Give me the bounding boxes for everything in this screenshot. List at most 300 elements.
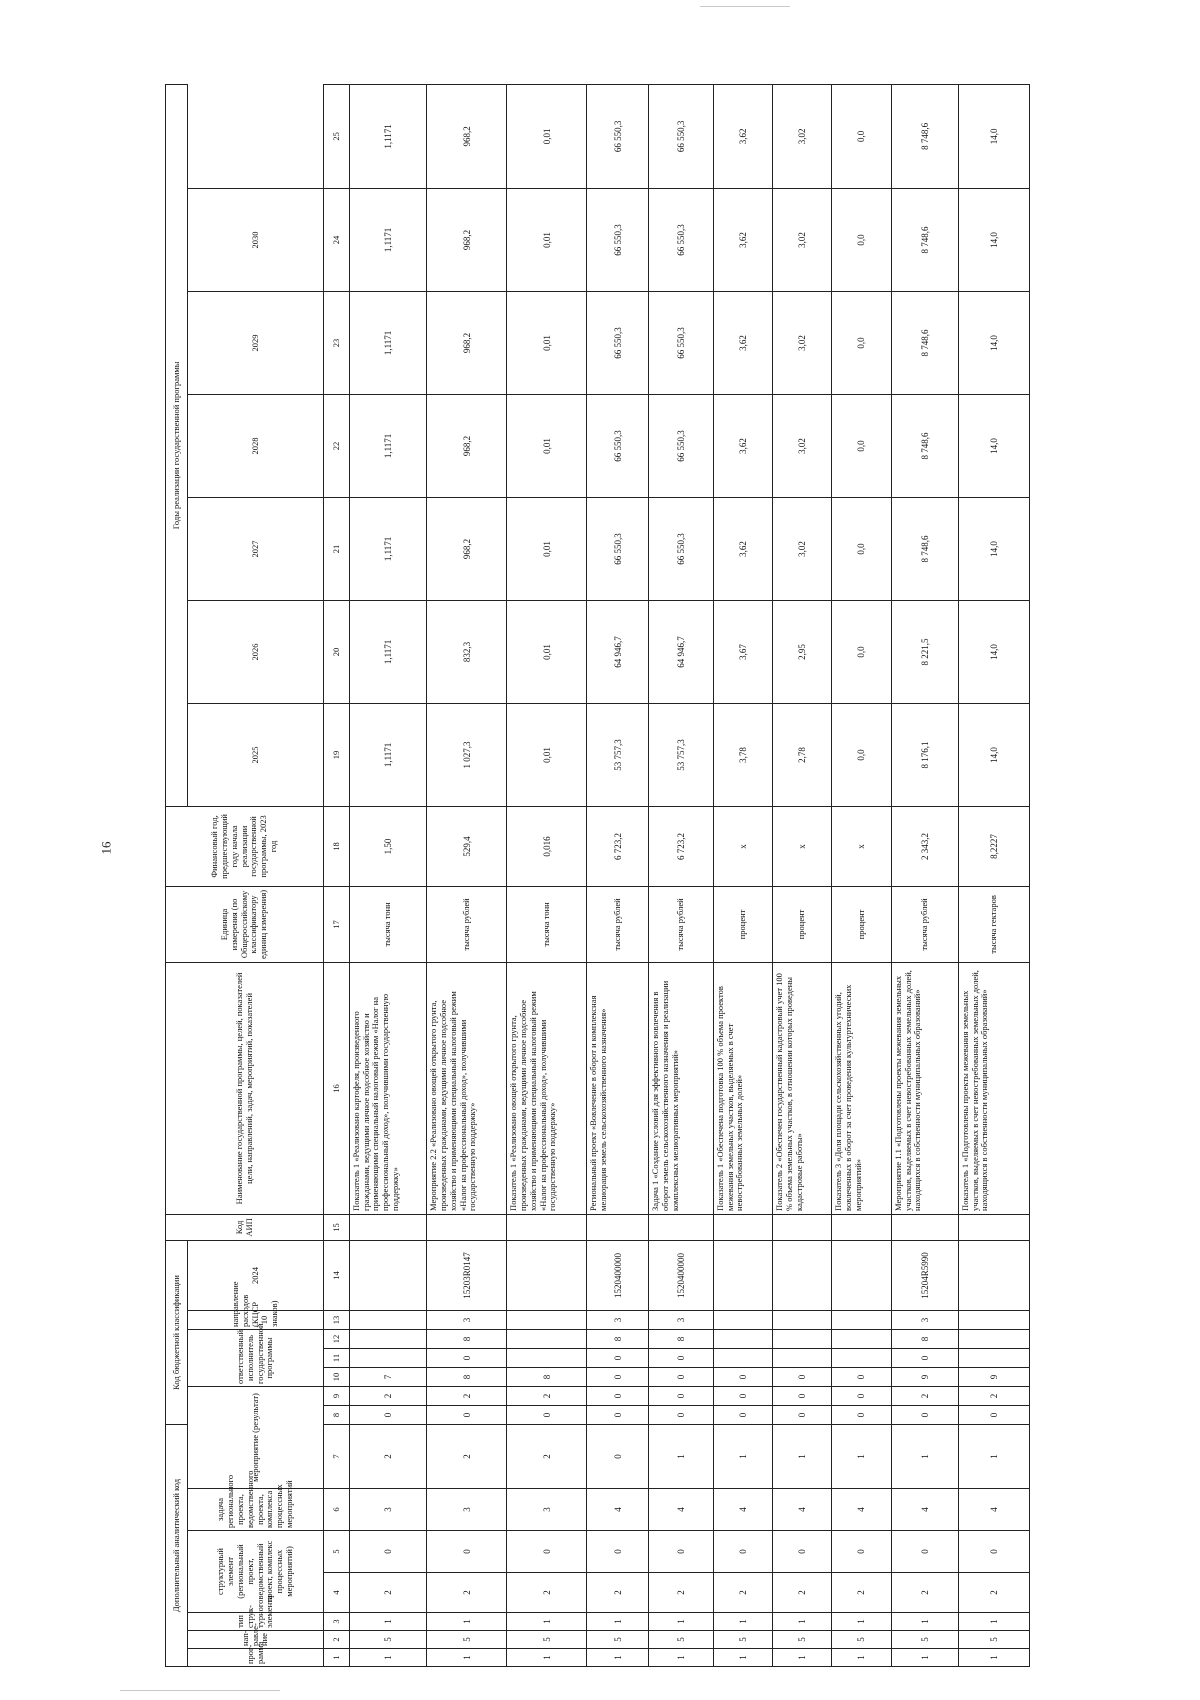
header-year: 2030 bbox=[188, 188, 324, 291]
code-cell-10: 0 bbox=[832, 1368, 891, 1387]
code-cell-5: 0 bbox=[649, 1531, 714, 1573]
code-cell-3: 1 bbox=[507, 1613, 587, 1631]
column-number: 8 bbox=[324, 1406, 350, 1425]
code-cell-13 bbox=[349, 1311, 426, 1330]
code-cell-10: 8 bbox=[507, 1368, 587, 1387]
column-number: 4 bbox=[324, 1573, 350, 1613]
code-cell-1: 1 bbox=[832, 1649, 891, 1667]
row-year-value: 3,62 bbox=[713, 291, 772, 394]
row-year-value: 8 221,5 bbox=[891, 600, 958, 703]
code-cell-10: 9 bbox=[891, 1368, 958, 1387]
code-cell-12: 8 bbox=[891, 1330, 958, 1349]
row-unit: тысяча тонн bbox=[507, 886, 587, 962]
row-year-value: 0,0 bbox=[832, 497, 891, 600]
code-cell-8: 0 bbox=[713, 1406, 772, 1425]
code-cell-2: 5 bbox=[427, 1631, 507, 1649]
code-cell-11 bbox=[958, 1349, 1029, 1368]
code-cell-15 bbox=[427, 1214, 507, 1240]
code-cell-12: 8 bbox=[649, 1330, 714, 1349]
column-number: 10 bbox=[324, 1368, 350, 1387]
code-cell-4: 2 bbox=[832, 1573, 891, 1613]
row-fin-year-value: x bbox=[773, 806, 832, 886]
header-year: 2024 bbox=[188, 1240, 324, 1310]
row-unit: тысяча гектаров bbox=[958, 886, 1029, 962]
row-year-value: 0,0 bbox=[832, 394, 891, 497]
code-cell-11 bbox=[832, 1349, 891, 1368]
code-cell-9: 0 bbox=[773, 1387, 832, 1406]
row-year-value: 64 946,7 bbox=[649, 600, 714, 703]
table-row bbox=[891, 84, 958, 1666]
code-cell-11 bbox=[773, 1349, 832, 1368]
header-program: прог-рамма bbox=[188, 1649, 324, 1667]
code-cell-9: 2 bbox=[891, 1387, 958, 1406]
code-cell-6: 4 bbox=[891, 1489, 958, 1531]
column-number: 25 bbox=[324, 84, 350, 188]
row-year-value: 14,0 bbox=[958, 394, 1029, 497]
code-cell-12 bbox=[958, 1330, 1029, 1349]
row-fin-year-value: 8,2227 bbox=[958, 806, 1029, 886]
code-cell-8: 0 bbox=[349, 1406, 426, 1425]
row-year-value: 8 748,6 bbox=[891, 188, 958, 291]
code-cell-6: 4 bbox=[773, 1489, 832, 1531]
table-row bbox=[427, 84, 507, 1666]
code-cell-7: 1 bbox=[891, 1425, 958, 1489]
code-cell-4: 2 bbox=[891, 1573, 958, 1613]
table-row bbox=[773, 84, 832, 1666]
row-name: Показатель 1 «Реализовано овощей открытого грунта, произведенных гражданами, ведущими личное подсобное хозяйство и применяющими специальный налоговый режим «Налог на профессиональный доход», получившими государственную поддержку» bbox=[507, 962, 587, 1214]
code-cell-13 bbox=[958, 1311, 1029, 1330]
code-cell-3: 1 bbox=[773, 1613, 832, 1631]
row-year-value: 3,67 bbox=[713, 600, 772, 703]
row-year-value: 968,2 bbox=[427, 394, 507, 497]
column-number: 23 bbox=[324, 291, 350, 394]
row-year-value: 0,01 bbox=[507, 84, 587, 188]
code-cell-4: 2 bbox=[773, 1573, 832, 1613]
header-year: 2029 bbox=[188, 291, 324, 394]
row-fin-year-value: 6 723,2 bbox=[649, 806, 714, 886]
code-cell-12 bbox=[713, 1330, 772, 1349]
row-name: Мероприятие 2.2 «Реализовано овощей открытого грунта, произведенных гражданами, ведущими личное подсобное хозяйство и применяющими специальный налоговый режим «Налог на профессиональный доход», получившими государственную поддержку» bbox=[427, 962, 507, 1214]
code-cell-9: 2 bbox=[507, 1387, 587, 1406]
code-cell-3: 1 bbox=[958, 1613, 1029, 1631]
code-cell-2: 5 bbox=[349, 1631, 426, 1649]
code-cell-7: 1 bbox=[832, 1425, 891, 1489]
column-number: 11 bbox=[324, 1349, 350, 1368]
code-cell-15 bbox=[507, 1214, 587, 1240]
code-cell-8: 0 bbox=[891, 1406, 958, 1425]
code-cell-9: 0 bbox=[713, 1387, 772, 1406]
code-cell-5: 0 bbox=[587, 1531, 649, 1573]
code-cell-4: 2 bbox=[713, 1573, 772, 1613]
code-cell-6: 3 bbox=[427, 1489, 507, 1531]
row-year-value: 3,62 bbox=[713, 497, 772, 600]
row-year-value: 0,01 bbox=[507, 394, 587, 497]
column-number: 7 bbox=[324, 1425, 350, 1489]
row-year-value: 14,0 bbox=[958, 291, 1029, 394]
code-cell-12 bbox=[507, 1330, 587, 1349]
code-cell-4: 2 bbox=[649, 1573, 714, 1613]
code-cell-7: 0 bbox=[587, 1425, 649, 1489]
code-cell-15 bbox=[713, 1214, 772, 1240]
column-numbers-row bbox=[324, 84, 350, 1666]
page-number: 16 bbox=[98, 841, 114, 855]
code-cell-11 bbox=[507, 1349, 587, 1368]
code-cell-14 bbox=[958, 1240, 1029, 1310]
scan-mark bbox=[700, 6, 790, 7]
row-year-value: 8 748,6 bbox=[891, 291, 958, 394]
row-year-value: 0,01 bbox=[507, 188, 587, 291]
row-fin-year-value: 529,4 bbox=[427, 806, 507, 886]
row-unit: процент bbox=[773, 886, 832, 962]
code-cell-7: 2 bbox=[349, 1425, 426, 1489]
code-cell-10: 0 bbox=[773, 1368, 832, 1387]
code-cell-7: 2 bbox=[507, 1425, 587, 1489]
row-year-value: 0,0 bbox=[832, 703, 891, 806]
row-year-value: 53 757,3 bbox=[649, 703, 714, 806]
column-number: 13 bbox=[324, 1311, 350, 1330]
row-year-value: 1,1171 bbox=[349, 84, 426, 188]
code-cell-3: 1 bbox=[832, 1613, 891, 1631]
row-year-value: 66 550,3 bbox=[587, 291, 649, 394]
header-fin-year: Финансовый год, предшествующий году начала реализации государственной программы, 2023 год bbox=[166, 806, 324, 886]
code-cell-4: 2 bbox=[349, 1573, 426, 1613]
code-cell-15 bbox=[958, 1214, 1029, 1240]
code-cell-12 bbox=[773, 1330, 832, 1349]
row-fin-year-value: 6 723,2 bbox=[587, 806, 649, 886]
code-cell-3: 1 bbox=[427, 1613, 507, 1631]
code-cell-10: 7 bbox=[349, 1368, 426, 1387]
code-cell-8: 0 bbox=[649, 1406, 714, 1425]
row-year-value: 3,62 bbox=[713, 394, 772, 497]
code-cell-14 bbox=[773, 1240, 832, 1310]
code-cell-1: 1 bbox=[427, 1649, 507, 1667]
code-cell-6: 4 bbox=[587, 1489, 649, 1531]
row-year-value: 66 550,3 bbox=[587, 188, 649, 291]
row-year-value: 1,1171 bbox=[349, 703, 426, 806]
code-cell-5: 0 bbox=[349, 1531, 426, 1573]
code-cell-15 bbox=[832, 1214, 891, 1240]
header-name: Наименование государственной программы, целей, показателей цели, направлений, задач, мероприятий, показателей bbox=[166, 962, 324, 1214]
row-fin-year-value: x bbox=[713, 806, 772, 886]
row-unit: тысяча рублей bbox=[587, 886, 649, 962]
row-name: Задача 1 «Создание условий для эффективного вовлечения в оборот земель сельскохозяйственного назначения и реализации комплексных мелиоративных мероприятий» bbox=[649, 962, 714, 1214]
code-cell-4: 2 bbox=[427, 1573, 507, 1613]
code-cell-7: 1 bbox=[649, 1425, 714, 1489]
code-cell-9: 0 bbox=[649, 1387, 714, 1406]
rotated-table-wrapper bbox=[165, 102, 1030, 1667]
code-cell-10: 9 bbox=[958, 1368, 1029, 1387]
row-year-value: 53 757,3 bbox=[587, 703, 649, 806]
code-cell-9: 0 bbox=[587, 1387, 649, 1406]
code-cell-14: 1520400000 bbox=[587, 1240, 649, 1310]
row-year-value: 0,01 bbox=[507, 291, 587, 394]
code-cell-7: 1 bbox=[773, 1425, 832, 1489]
header-executor: ответственный исполнитель государственной программы bbox=[188, 1330, 324, 1387]
table-row bbox=[713, 84, 772, 1666]
code-cell-9: 2 bbox=[427, 1387, 507, 1406]
header-direction: нап-равле-ние bbox=[188, 1631, 324, 1649]
header-expense-direction: направление расходов (КЦСР 10 знаков) bbox=[188, 1311, 324, 1330]
code-cell-9: 2 bbox=[958, 1387, 1029, 1406]
table-row bbox=[587, 84, 649, 1666]
row-year-value: 3,62 bbox=[713, 188, 772, 291]
code-cell-2: 5 bbox=[773, 1631, 832, 1649]
row-year-value: 968,2 bbox=[427, 291, 507, 394]
code-cell-8: 0 bbox=[587, 1406, 649, 1425]
row-year-value: 0,0 bbox=[832, 188, 891, 291]
column-number: 16 bbox=[324, 962, 350, 1214]
code-cell-9: 0 bbox=[832, 1387, 891, 1406]
column-number: 24 bbox=[324, 188, 350, 291]
column-number: 17 bbox=[324, 886, 350, 962]
row-year-value: 8 748,6 bbox=[891, 84, 958, 188]
row-year-value: 3,78 bbox=[713, 703, 772, 806]
code-cell-14: 15203R0147 bbox=[427, 1240, 507, 1310]
row-year-value: 66 550,3 bbox=[649, 84, 714, 188]
row-unit: тысяча рублей bbox=[649, 886, 714, 962]
row-year-value: 14,0 bbox=[958, 497, 1029, 600]
header-event: мероприятие (результат) bbox=[188, 1387, 324, 1489]
scan-mark bbox=[120, 1690, 280, 1691]
code-cell-1: 1 bbox=[587, 1649, 649, 1667]
code-cell-10: 0 bbox=[587, 1368, 649, 1387]
code-cell-9: 2 bbox=[349, 1387, 426, 1406]
column-number: 1 bbox=[324, 1649, 350, 1667]
code-cell-6: 4 bbox=[832, 1489, 891, 1531]
row-year-value: 968,2 bbox=[427, 497, 507, 600]
row-unit: тысяча тонн bbox=[349, 886, 426, 962]
row-year-value: 8 748,6 bbox=[891, 394, 958, 497]
row-fin-year-value: 2 343,2 bbox=[891, 806, 958, 886]
code-cell-5: 0 bbox=[427, 1531, 507, 1573]
header-aip-code: Код АИП bbox=[166, 1214, 324, 1240]
code-cell-1: 1 bbox=[349, 1649, 426, 1667]
code-cell-13 bbox=[773, 1311, 832, 1330]
code-cell-8: 0 bbox=[773, 1406, 832, 1425]
row-year-value: 2,78 bbox=[773, 703, 832, 806]
row-year-value: 3,02 bbox=[773, 291, 832, 394]
row-year-value: 832,3 bbox=[427, 600, 507, 703]
code-cell-10: 0 bbox=[649, 1368, 714, 1387]
row-name: Показатель 2 «Обеспечен государственный кадастровый учет 100 % объема земельных участков, в отношении которых проведены кадастровые работы» bbox=[773, 962, 832, 1214]
code-cell-11: 0 bbox=[587, 1349, 649, 1368]
row-year-value: 8 748,6 bbox=[891, 497, 958, 600]
column-number: 14 bbox=[324, 1240, 350, 1310]
table-row bbox=[349, 84, 426, 1666]
column-number: 9 bbox=[324, 1387, 350, 1406]
row-unit: тысяча рублей bbox=[891, 886, 958, 962]
code-cell-7: 1 bbox=[958, 1425, 1029, 1489]
code-cell-5: 0 bbox=[891, 1531, 958, 1573]
code-cell-5: 0 bbox=[958, 1531, 1029, 1573]
row-year-value: 3,62 bbox=[713, 84, 772, 188]
row-year-value: 0,01 bbox=[507, 703, 587, 806]
code-cell-6: 4 bbox=[958, 1489, 1029, 1531]
program-table bbox=[165, 84, 1030, 1667]
row-year-value: 14,0 bbox=[958, 188, 1029, 291]
code-cell-2: 5 bbox=[649, 1631, 714, 1649]
code-cell-15 bbox=[773, 1214, 832, 1240]
code-cell-11 bbox=[349, 1349, 426, 1368]
row-year-value: 66 550,3 bbox=[649, 291, 714, 394]
column-number: 20 bbox=[324, 600, 350, 703]
code-cell-15 bbox=[649, 1214, 714, 1240]
code-cell-2: 5 bbox=[713, 1631, 772, 1649]
column-number: 21 bbox=[324, 497, 350, 600]
header-year: 2028 bbox=[188, 394, 324, 497]
code-cell-15 bbox=[349, 1214, 426, 1240]
header-struct-element: структурный элемент (региональный проект, ведомственный проект, комплекс процессных мероприятий) bbox=[188, 1531, 324, 1613]
code-cell-2: 5 bbox=[958, 1631, 1029, 1649]
code-cell-3: 1 bbox=[349, 1613, 426, 1631]
code-cell-12: 8 bbox=[587, 1330, 649, 1349]
row-name: Региональный проект «Вовлечение в оборот и комплексная мелиорация земель сельскохозяйственного назначения» bbox=[587, 962, 649, 1214]
row-year-value: 3,02 bbox=[773, 188, 832, 291]
row-year-value: 66 550,3 bbox=[649, 394, 714, 497]
row-year-value: 8 176,1 bbox=[891, 703, 958, 806]
code-cell-12 bbox=[349, 1330, 426, 1349]
row-year-value: 14,0 bbox=[958, 703, 1029, 806]
code-cell-11 bbox=[713, 1349, 772, 1368]
code-cell-2: 5 bbox=[587, 1631, 649, 1649]
code-cell-4: 2 bbox=[587, 1573, 649, 1613]
row-year-value: 66 550,3 bbox=[649, 497, 714, 600]
code-cell-7: 2 bbox=[427, 1425, 507, 1489]
code-cell-13: 3 bbox=[587, 1311, 649, 1330]
row-fin-year-value: 1,50 bbox=[349, 806, 426, 886]
header-year: 2026 bbox=[188, 600, 324, 703]
table-row bbox=[649, 84, 714, 1666]
code-cell-6: 3 bbox=[349, 1489, 426, 1531]
code-cell-13 bbox=[507, 1311, 587, 1330]
row-year-value: 0,01 bbox=[507, 600, 587, 703]
column-number: 22 bbox=[324, 394, 350, 497]
row-year-value: 66 550,3 bbox=[587, 394, 649, 497]
code-cell-5: 0 bbox=[713, 1531, 772, 1573]
code-cell-2: 5 bbox=[507, 1631, 587, 1649]
row-year-value: 1,1171 bbox=[349, 497, 426, 600]
row-year-value: 968,2 bbox=[427, 84, 507, 188]
code-cell-14 bbox=[713, 1240, 772, 1310]
row-year-value: 3,02 bbox=[773, 497, 832, 600]
code-cell-6: 4 bbox=[649, 1489, 714, 1531]
row-year-value: 968,2 bbox=[427, 188, 507, 291]
code-cell-3: 1 bbox=[649, 1613, 714, 1631]
code-cell-13: 3 bbox=[891, 1311, 958, 1330]
row-unit: процент bbox=[713, 886, 772, 962]
row-unit: процент bbox=[832, 886, 891, 962]
row-year-value: 2,95 bbox=[773, 600, 832, 703]
header-task: задача регионального проекта, ведомственного проекта, комплекса процессных мероприятий bbox=[188, 1489, 324, 1531]
row-year-value: 1,1171 bbox=[349, 394, 426, 497]
row-year-value: 1,1171 bbox=[349, 600, 426, 703]
code-cell-10: 0 bbox=[713, 1368, 772, 1387]
code-cell-14 bbox=[349, 1240, 426, 1310]
code-cell-5: 0 bbox=[507, 1531, 587, 1573]
row-year-value: 66 550,3 bbox=[649, 188, 714, 291]
row-name: Показатель 1 «Обеспечена подготовка 100 % объема проектов межевания земельных участков, выделяемых в счет невостребованных земельных долей» bbox=[713, 962, 772, 1214]
header-struct-type: тип струк-турного элемента bbox=[188, 1613, 324, 1631]
code-cell-12 bbox=[832, 1330, 891, 1349]
row-year-value: 3,02 bbox=[773, 84, 832, 188]
column-number: 12 bbox=[324, 1330, 350, 1349]
code-cell-13 bbox=[713, 1311, 772, 1330]
code-cell-10: 8 bbox=[427, 1368, 507, 1387]
header-analytic-code: Дополнительный аналитический код bbox=[166, 1425, 188, 1667]
code-cell-11: 0 bbox=[649, 1349, 714, 1368]
code-cell-13: 3 bbox=[427, 1311, 507, 1330]
column-number: 2 bbox=[324, 1631, 350, 1649]
header-years-group: Годы реализации государственной программы bbox=[166, 84, 188, 806]
row-year-value: 1,1171 bbox=[349, 188, 426, 291]
code-cell-8: 0 bbox=[507, 1406, 587, 1425]
code-cell-5: 0 bbox=[773, 1531, 832, 1573]
code-cell-1: 1 bbox=[958, 1649, 1029, 1667]
row-name: Показатель 1 «Подготовлены проекты межевания земельных участков, выделяемых в счет невостребованных земельных долей, находящихся в собственности муниципальных образований» bbox=[958, 962, 1029, 1214]
row-fin-year-value: 0,016 bbox=[507, 806, 587, 886]
code-cell-3: 1 bbox=[713, 1613, 772, 1631]
code-cell-14: 15204R5990 bbox=[891, 1240, 958, 1310]
row-unit: тысяча рублей bbox=[427, 886, 507, 962]
column-number: 3 bbox=[324, 1613, 350, 1631]
row-year-value: 64 946,7 bbox=[587, 600, 649, 703]
header-year: 2025 bbox=[188, 703, 324, 806]
code-cell-1: 1 bbox=[649, 1649, 714, 1667]
code-cell-15 bbox=[587, 1214, 649, 1240]
row-fin-year-value: x bbox=[832, 806, 891, 886]
code-cell-14 bbox=[832, 1240, 891, 1310]
row-year-value: 0,0 bbox=[832, 84, 891, 188]
row-name: Мероприятие 1.1 «Подготовлены проекты межевания земельных участков, выделяемых в счет невостребованных земельных долей, находящихся в собственности муниципальных образований» bbox=[891, 962, 958, 1214]
row-year-value: 3,02 bbox=[773, 394, 832, 497]
row-year-value: 1 027,3 bbox=[427, 703, 507, 806]
column-number: 18 bbox=[324, 806, 350, 886]
code-cell-13 bbox=[832, 1311, 891, 1330]
row-name: Показатель 3 «Доля площади сельскохозяйственных угодий, вовлеченных в оборот за счет проведения культуртехнических мероприятий» bbox=[832, 962, 891, 1214]
code-cell-15 bbox=[891, 1214, 958, 1240]
code-cell-14 bbox=[507, 1240, 587, 1310]
row-year-value: 14,0 bbox=[958, 84, 1029, 188]
table-row bbox=[507, 84, 587, 1666]
row-year-value: 66 550,3 bbox=[587, 497, 649, 600]
code-cell-6: 4 bbox=[713, 1489, 772, 1531]
code-cell-3: 1 bbox=[587, 1613, 649, 1631]
code-cell-8: 0 bbox=[958, 1406, 1029, 1425]
code-cell-8: 0 bbox=[832, 1406, 891, 1425]
code-cell-12: 8 bbox=[427, 1330, 507, 1349]
code-cell-2: 5 bbox=[832, 1631, 891, 1649]
row-year-value: 0,01 bbox=[507, 497, 587, 600]
code-cell-5: 0 bbox=[832, 1531, 891, 1573]
code-cell-1: 1 bbox=[891, 1649, 958, 1667]
code-cell-4: 2 bbox=[507, 1573, 587, 1613]
row-year-value: 0,0 bbox=[832, 291, 891, 394]
code-cell-11: 0 bbox=[891, 1349, 958, 1368]
code-cell-2: 5 bbox=[891, 1631, 958, 1649]
code-cell-13: 3 bbox=[649, 1311, 714, 1330]
code-cell-1: 1 bbox=[713, 1649, 772, 1667]
column-number: 19 bbox=[324, 703, 350, 806]
table-row bbox=[958, 84, 1029, 1666]
header-unit: Единица измерения (по Общероссийскому классификатору единиц измерения) bbox=[166, 886, 324, 962]
header-budget-code: Код бюджетной классификации bbox=[166, 1240, 188, 1424]
row-year-value: 14,0 bbox=[958, 600, 1029, 703]
code-cell-1: 1 bbox=[507, 1649, 587, 1667]
column-number: 6 bbox=[324, 1489, 350, 1531]
code-cell-11: 0 bbox=[427, 1349, 507, 1368]
table-row bbox=[832, 84, 891, 1666]
row-year-value: 1,1171 bbox=[349, 291, 426, 394]
